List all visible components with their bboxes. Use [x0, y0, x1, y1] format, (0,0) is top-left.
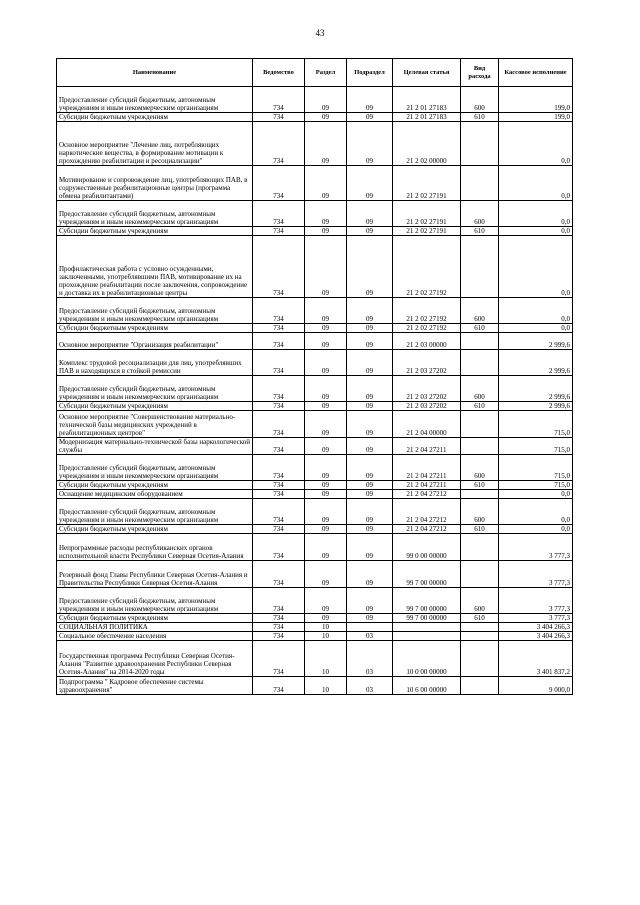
table-cell-subsection: 09	[347, 614, 393, 623]
table-cell-dept: 734	[253, 438, 305, 455]
table-cell-exp-type: 600	[461, 376, 499, 402]
table-cell-dept: 734	[253, 614, 305, 623]
table-cell-exp-type: 610	[461, 481, 499, 490]
table-cell-dept: 734	[253, 499, 305, 525]
table-cell-exp-type	[461, 236, 499, 298]
table-cell-section: 09	[305, 201, 347, 227]
table-cell-target: 10 0 00 00000	[393, 641, 461, 677]
table-cell-section: 10	[305, 641, 347, 677]
table-cell-exp-type	[461, 350, 499, 376]
table-cell-section: 09	[305, 499, 347, 525]
table-cell-name: Социальное обеспечение населения	[57, 632, 253, 641]
table-cell-subsection: 09	[347, 350, 393, 376]
table-cell-amount: 0,0	[499, 525, 573, 534]
table-cell-section: 09	[305, 534, 347, 561]
table-cell-exp-type: 610	[461, 324, 499, 333]
table-cell-subsection: 09	[347, 333, 393, 350]
table-cell-amount: 0,0	[499, 298, 573, 324]
table-cell-amount: 9 000,0	[499, 677, 573, 695]
table-cell-name: Субсидии бюджетным учреждениям	[57, 481, 253, 490]
table-row	[57, 298, 573, 324]
table-cell-section: 10	[305, 677, 347, 695]
table-cell-exp-type: 600	[461, 455, 499, 481]
table-row	[57, 376, 573, 402]
table-cell-section: 09	[305, 588, 347, 614]
table-row	[57, 534, 573, 561]
table-cell-exp-type: 600	[461, 298, 499, 324]
header-name: Наименование	[57, 59, 253, 87]
table-cell-section: 09	[305, 324, 347, 333]
table-cell-exp-type: 610	[461, 113, 499, 122]
table-cell-subsection: 09	[347, 402, 393, 411]
table-cell-exp-type	[461, 166, 499, 201]
header-dept: Ведомство	[253, 59, 305, 87]
table-cell-section: 09	[305, 481, 347, 490]
header-amount: Кассовое исполнение	[499, 59, 573, 87]
table-cell-section: 09	[305, 122, 347, 166]
table-cell-exp-type	[461, 411, 499, 438]
table-cell-target: 99 7 00 00000	[393, 614, 461, 623]
table-cell-subsection: 09	[347, 122, 393, 166]
table-cell-subsection: 09	[347, 324, 393, 333]
table-cell-dept: 734	[253, 298, 305, 324]
table-cell-target: 99 0 00 00000	[393, 534, 461, 561]
table-cell-name: Мотивирование и сопровождение лиц, употребляющих ПАВ, в содружественные реабилитационные центры (программа обмена реабилитантами)	[57, 166, 253, 201]
table-cell-subsection: 03	[347, 632, 393, 641]
table-cell-target: 21 2 02 27191	[393, 227, 461, 236]
table-row	[57, 201, 573, 227]
table-cell-amount: 199,0	[499, 87, 573, 113]
table-cell-name: Оснащение медицинским оборудованием	[57, 490, 253, 499]
table-cell-amount: 3 777,3	[499, 614, 573, 623]
table-cell-exp-type: 600	[461, 588, 499, 614]
table-row	[57, 166, 573, 201]
table-cell-dept: 734	[253, 525, 305, 534]
table-cell-subsection: 09	[347, 490, 393, 499]
table-cell-target: 21 2 04 00000	[393, 411, 461, 438]
table-cell-subsection: 03	[347, 641, 393, 677]
table-cell-target: 21 2 01 27183	[393, 113, 461, 122]
table-cell-name: Субсидии бюджетным учреждениям	[57, 525, 253, 534]
table-row	[57, 614, 573, 623]
table-cell-dept: 734	[253, 376, 305, 402]
table-header-row	[57, 59, 573, 87]
table-cell-section: 09	[305, 402, 347, 411]
table-row	[57, 333, 573, 350]
table-cell-amount: 3 777,3	[499, 588, 573, 614]
table-cell-dept: 734	[253, 411, 305, 438]
table-cell-exp-type	[461, 623, 499, 632]
table-cell-amount: 2 999,6	[499, 376, 573, 402]
header-exp-type: Вид расхода	[461, 59, 499, 87]
table-cell-dept: 734	[253, 588, 305, 614]
header-subsection: Подраздел	[347, 59, 393, 87]
table-row	[57, 324, 573, 333]
table-cell-name: Комплекс трудовой ресоциализации для лиц, употреблявших ПАВ и находящихся в стойкой ремиссии	[57, 350, 253, 376]
table-cell-section: 09	[305, 333, 347, 350]
table-cell-exp-type	[461, 438, 499, 455]
table-cell-section: 09	[305, 298, 347, 324]
table-cell-section: 09	[305, 350, 347, 376]
table-cell-section: 09	[305, 438, 347, 455]
table-row	[57, 402, 573, 411]
table-cell-target: 21 2 04 27211	[393, 438, 461, 455]
table-cell-section: 09	[305, 236, 347, 298]
table-cell-subsection: 09	[347, 227, 393, 236]
table-cell-amount: 0,0	[499, 122, 573, 166]
table-cell-dept: 734	[253, 201, 305, 227]
table-cell-target: 21 2 04 27212	[393, 490, 461, 499]
table-cell-exp-type: 610	[461, 227, 499, 236]
table-cell-exp-type: 600	[461, 201, 499, 227]
table-cell-target: 21 2 03 27202	[393, 402, 461, 411]
table-cell-dept: 734	[253, 87, 305, 113]
table-cell-dept: 734	[253, 455, 305, 481]
table-cell-amount: 2 999,6	[499, 350, 573, 376]
table-cell-name: Предоставление субсидий бюджетным, автономным учреждениям и иным некоммерческим организациям	[57, 499, 253, 525]
table-cell-name: Предоставление субсидий бюджетным, автономным учреждениям и иным некоммерческим организациям	[57, 201, 253, 227]
table-cell-target: 99 7 00 00000	[393, 561, 461, 588]
table-cell-exp-type	[461, 641, 499, 677]
table-cell-amount: 199,0	[499, 113, 573, 122]
table-cell-target: 21 2 02 00000	[393, 122, 461, 166]
table-cell-dept: 734	[253, 632, 305, 641]
table-row	[57, 632, 573, 641]
table-cell-amount: 2 999,6	[499, 333, 573, 350]
table-row	[57, 227, 573, 236]
table-cell-name: Резервный фонд Главы Республики Северная Осетия-Алания и Правительства Республики Северная Осетия-Алания	[57, 561, 253, 588]
table-row	[57, 113, 573, 122]
table-cell-section: 09	[305, 166, 347, 201]
table-cell-amount: 3 777,3	[499, 561, 573, 588]
table-cell-name: Субсидии бюджетным учреждениям	[57, 614, 253, 623]
table-cell-name: Предоставление субсидий бюджетным, автономным учреждениям и иным некоммерческим организациям	[57, 455, 253, 481]
table-cell-dept: 734	[253, 481, 305, 490]
table-cell-subsection: 09	[347, 438, 393, 455]
table-cell-subsection: 09	[347, 561, 393, 588]
table-cell-dept: 734	[253, 166, 305, 201]
table-cell-exp-type	[461, 561, 499, 588]
table-cell-subsection: 09	[347, 298, 393, 324]
table-cell-dept: 734	[253, 333, 305, 350]
table-cell-amount: 0,0	[499, 499, 573, 525]
table-cell-section: 09	[305, 490, 347, 499]
table-cell-amount: 0,0	[499, 166, 573, 201]
table-cell-target: 21 2 04 27211	[393, 455, 461, 481]
table-cell-target	[393, 632, 461, 641]
table-cell-exp-type	[461, 122, 499, 166]
table-row	[57, 588, 573, 614]
table-row	[57, 677, 573, 695]
table-cell-exp-type: 610	[461, 525, 499, 534]
table-cell-exp-type	[461, 490, 499, 499]
table-cell-target: 21 2 04 27212	[393, 525, 461, 534]
table-cell-dept: 734	[253, 490, 305, 499]
table-cell-name: Государственная программа Республики Северная Осетия-Алания "Развитие здравоохранения Республики Северная Осетия-Алания" на 2014-2020 годы	[57, 641, 253, 677]
table-cell-section: 10	[305, 623, 347, 632]
table-cell-name: Предоставление субсидий бюджетным, автономным учреждениям и иным некоммерческим организациям	[57, 87, 253, 113]
table-cell-subsection: 09	[347, 499, 393, 525]
table-cell-target: 99 7 00 00000	[393, 588, 461, 614]
table-cell-dept: 734	[253, 122, 305, 166]
table-cell-subsection: 09	[347, 525, 393, 534]
table-cell-target: 21 2 03 27202	[393, 376, 461, 402]
table-cell-amount: 0,0	[499, 324, 573, 333]
table-cell-dept: 734	[253, 677, 305, 695]
table-cell-exp-type: 610	[461, 402, 499, 411]
table-cell-section: 09	[305, 455, 347, 481]
table-cell-target: 21 2 04 27211	[393, 481, 461, 490]
table-cell-name: Непрограммные расходы республиканских органов исполнительной власти Республики Северная Осетия-Алания	[57, 534, 253, 561]
table-cell-amount: 715,0	[499, 481, 573, 490]
table-row	[57, 122, 573, 166]
table-cell-name: Предоставление субсидий бюджетным, автономным учреждениям и иным некоммерческим организациям	[57, 588, 253, 614]
table-row	[57, 481, 573, 490]
table-cell-amount: 0,0	[499, 201, 573, 227]
table-cell-amount: 0,0	[499, 227, 573, 236]
table-cell-dept: 734	[253, 324, 305, 333]
table-cell-name: Профилактическая работа с условно осужденными, заключенными, употреблявшими ПАВ, мотивирование их на прохождение реабилитации после заключения, сопровождение и доставка их в реабилитационные центры	[57, 236, 253, 298]
table-cell-amount: 715,0	[499, 438, 573, 455]
table-cell-target: 21 2 02 27191	[393, 166, 461, 201]
table-cell-dept: 734	[253, 534, 305, 561]
table-cell-exp-type: 600	[461, 499, 499, 525]
table-cell-amount: 0,0	[499, 490, 573, 499]
table-cell-amount: 715,0	[499, 455, 573, 481]
table-cell-target: 21 2 03 27202	[393, 350, 461, 376]
table-cell-subsection: 09	[347, 411, 393, 438]
table-cell-target: 21 2 02 27192	[393, 298, 461, 324]
budget-table	[56, 58, 573, 695]
table-cell-subsection: 09	[347, 588, 393, 614]
table-row	[57, 411, 573, 438]
table-cell-amount: 3 404 266,3	[499, 632, 573, 641]
table-cell-target: 21 2 02 27191	[393, 201, 461, 227]
table-cell-name: Основное мероприятие "Организация реабилитации"	[57, 333, 253, 350]
table-cell-subsection: 09	[347, 166, 393, 201]
table-cell-target: 21 2 04 27212	[393, 499, 461, 525]
header-section: Раздел	[305, 59, 347, 87]
table-cell-target: 10 6 00 00000	[393, 677, 461, 695]
table-cell-exp-type	[461, 632, 499, 641]
table-cell-name: Основное мероприятие "Лечение лиц, потребляющих наркотические вещества, в формирование мотивации к прохождению реабилитации и ресоциализации"	[57, 122, 253, 166]
table-cell-amount: 0,0	[499, 236, 573, 298]
table-cell-section: 09	[305, 614, 347, 623]
table-cell-name: Предоставление субсидий бюджетным, автономным учреждениям и иным некоммерческим организациям	[57, 298, 253, 324]
table-cell-dept: 734	[253, 113, 305, 122]
table-row	[57, 350, 573, 376]
table-cell-subsection: 09	[347, 236, 393, 298]
table-cell-exp-type: 610	[461, 614, 499, 623]
table-cell-name: Субсидии бюджетным учреждениям	[57, 402, 253, 411]
table-cell-subsection: 09	[347, 481, 393, 490]
table-cell-exp-type: 600	[461, 87, 499, 113]
table-cell-section: 10	[305, 632, 347, 641]
table-cell-name: Субсидии бюджетным учреждениям	[57, 113, 253, 122]
table-cell-section: 09	[305, 561, 347, 588]
page-number: 43	[315, 28, 325, 38]
table-cell-section: 09	[305, 525, 347, 534]
table-cell-subsection: 09	[347, 455, 393, 481]
table-cell-dept: 734	[253, 236, 305, 298]
table-row	[57, 236, 573, 298]
table-cell-subsection: 09	[347, 376, 393, 402]
table-cell-dept: 734	[253, 402, 305, 411]
table-cell-amount: 3 777,3	[499, 534, 573, 561]
table-cell-section: 09	[305, 227, 347, 236]
table-cell-subsection: 09	[347, 87, 393, 113]
table-cell-name: СОЦИАЛЬНАЯ ПОЛИТИКА	[57, 623, 253, 632]
table-cell-target: 21 2 03 00000	[393, 333, 461, 350]
table-cell-exp-type	[461, 677, 499, 695]
table-cell-dept: 734	[253, 350, 305, 376]
table-cell-section: 09	[305, 411, 347, 438]
table-cell-name: Модернизация материально-технической базы наркологической службы	[57, 438, 253, 455]
table-cell-section: 09	[305, 113, 347, 122]
table-cell-name: Подпрограмма " Кадровое обеспечение системы здравоохранения"	[57, 677, 253, 695]
table-cell-amount: 3 401 837,2	[499, 641, 573, 677]
table-cell-amount: 2 999,6	[499, 402, 573, 411]
table-cell-target	[393, 623, 461, 632]
table-row	[57, 499, 573, 525]
table-cell-target: 21 2 01 27183	[393, 87, 461, 113]
header-target: Целевая статья	[393, 59, 461, 87]
table-cell-dept: 734	[253, 623, 305, 632]
table-cell-subsection: 09	[347, 534, 393, 561]
table-cell-amount: 715,0	[499, 411, 573, 438]
table-cell-name: Основное мероприятие "Совершенствование материально-технической базы медицинских учреждений в реабилитационных центров"	[57, 411, 253, 438]
table-cell-dept: 734	[253, 641, 305, 677]
table-row	[57, 455, 573, 481]
table-row	[57, 87, 573, 113]
table-row	[57, 561, 573, 588]
table-cell-exp-type	[461, 534, 499, 561]
table-row	[57, 490, 573, 499]
table-cell-dept: 734	[253, 227, 305, 236]
table-cell-subsection: 09	[347, 201, 393, 227]
table-cell-name: Предоставление субсидий бюджетным, автономным учреждениям и иным некоммерческим организациям	[57, 376, 253, 402]
table-cell-target: 21 2 02 27192	[393, 324, 461, 333]
table-row	[57, 623, 573, 632]
table-cell-exp-type	[461, 333, 499, 350]
table-cell-section: 09	[305, 376, 347, 402]
table-cell-subsection	[347, 623, 393, 632]
table-row	[57, 641, 573, 677]
table-cell-name: Субсидии бюджетным учреждениям	[57, 324, 253, 333]
table-row	[57, 438, 573, 455]
table-cell-target: 21 2 02 27192	[393, 236, 461, 298]
table-cell-subsection: 09	[347, 113, 393, 122]
table-cell-section: 09	[305, 87, 347, 113]
table-row	[57, 525, 573, 534]
table-cell-amount: 3 404 266,3	[499, 623, 573, 632]
table-cell-name: Субсидии бюджетным учреждениям	[57, 227, 253, 236]
table-cell-dept: 734	[253, 561, 305, 588]
table-cell-subsection: 03	[347, 677, 393, 695]
